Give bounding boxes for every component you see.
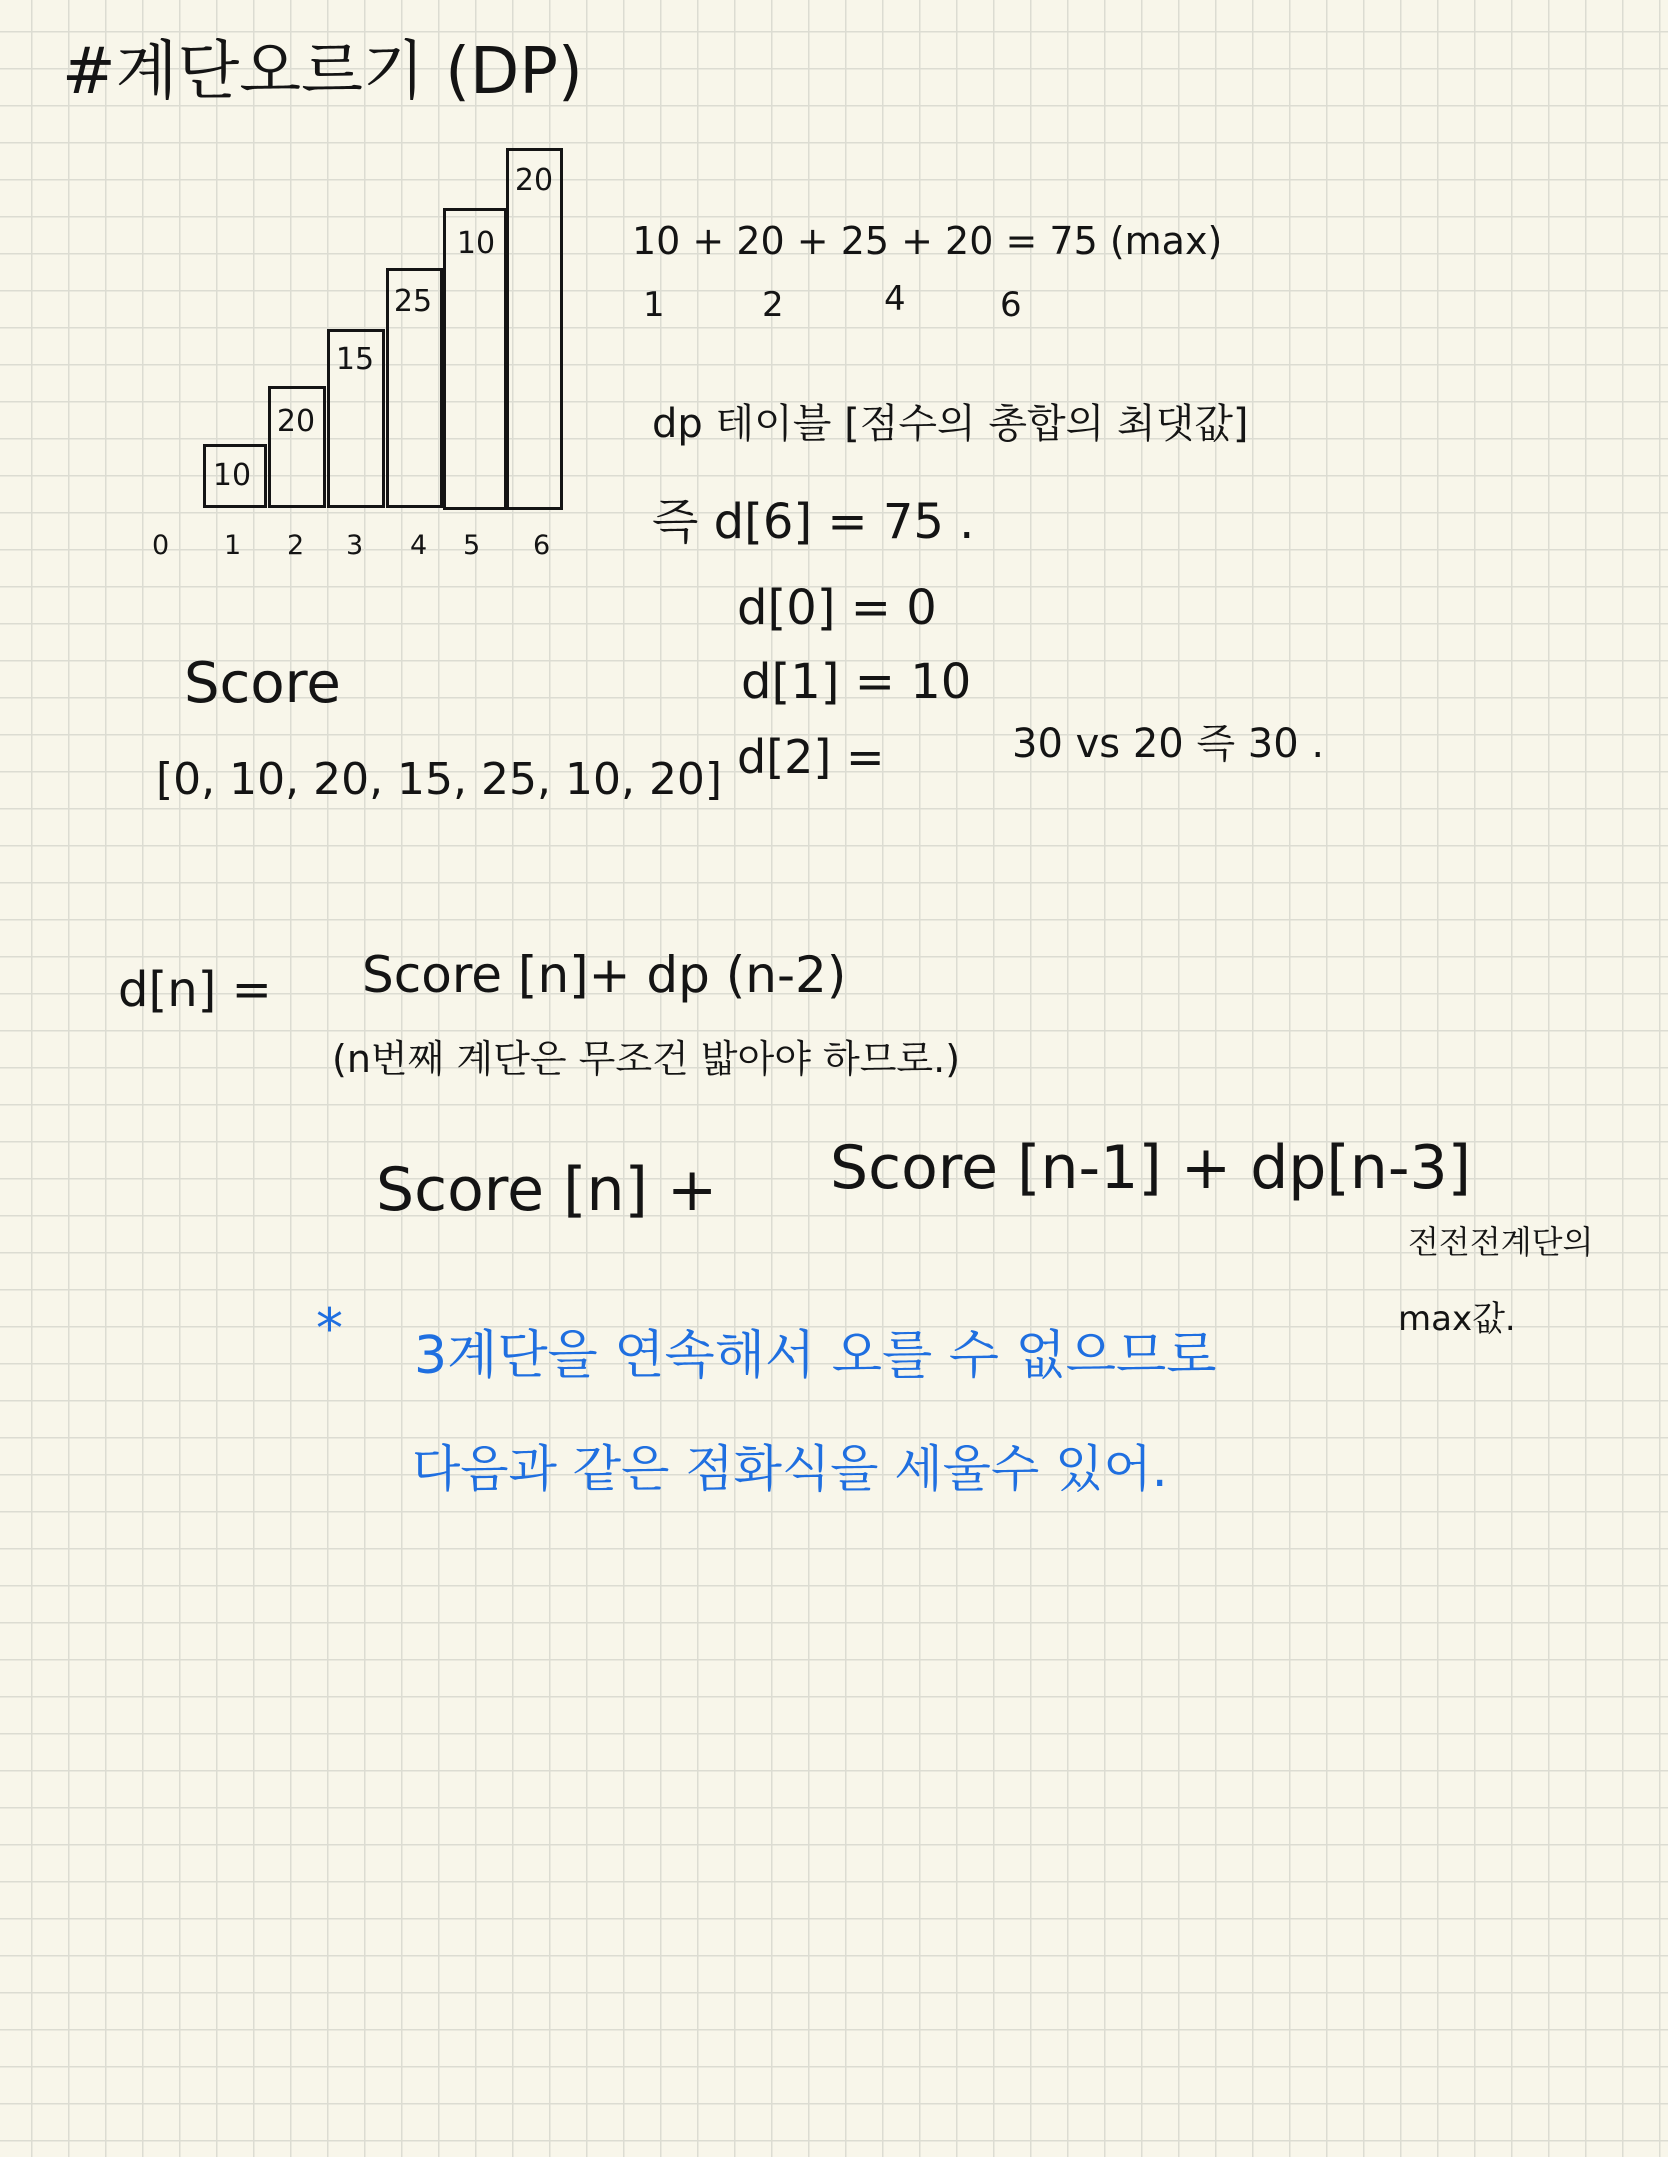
score-label: Score (184, 651, 341, 716)
max-path-step-4: 6 (1000, 285, 1022, 325)
stair-6 (506, 148, 563, 510)
axis-label-6: 6 (533, 530, 551, 561)
dp-d6: 즉 d[6] = 75 . (652, 494, 975, 550)
recurrence-case-2-note-1: 전전전계단의 (1408, 1223, 1594, 1261)
recurrence-case-1: Score [n]+ dp (n-2) (362, 946, 847, 1004)
max-path-step-2: 2 (762, 285, 784, 325)
dp-d2-lhs: d[2] = (737, 730, 885, 784)
axis-label-4: 4 (410, 530, 428, 561)
recurrence-case-2-b: Score [n-1] + dp[n-3] (830, 1133, 1472, 1203)
axis-label-1: 1 (224, 530, 242, 561)
stair-score-4: 25 (393, 284, 433, 319)
score-array: [0, 10, 20, 15, 25, 10, 20] (156, 754, 723, 805)
blue-note-line-1: 3계단을 연속해서 오를 수 없으므로 (414, 1326, 1217, 1386)
stair-score-3: 15 (335, 342, 375, 377)
axis-label-0: 0 (152, 530, 170, 561)
blue-note-star: * (316, 1297, 343, 1360)
max-path-step-3: 4 (884, 279, 906, 319)
recurrence-case-2-a: Score [n] + (376, 1155, 718, 1225)
max-path-sum: 10 + 20 + 25 + 20 = 75 (max) (632, 219, 1223, 263)
stair-score-5: 10 (456, 226, 496, 261)
dp-d0: d[0] = 0 (737, 580, 937, 636)
max-path-step-1: 1 (643, 285, 665, 325)
page-title: #계단오르기 (DP) (62, 35, 583, 109)
dp-d1: d[1] = 10 (741, 654, 972, 710)
recurrence-case-1-note: (n번째 계단은 무조건 밟아야 하므로.) (332, 1037, 961, 1081)
axis-label-2: 2 (287, 530, 305, 561)
recurrence-case-2-note-2: max값. (1398, 1299, 1516, 1339)
stair-score-2: 20 (276, 404, 316, 439)
axis-label-3: 3 (346, 530, 364, 561)
recurrence-lhs: d[n] = (118, 962, 272, 1018)
stair-score-1: 10 (212, 458, 252, 493)
stair-score-6: 20 (514, 163, 554, 198)
dp-table-heading: dp 테이블 [점수의 총합의 최댓값] (652, 401, 1249, 447)
dp-d2-rhs: 30 vs 20 즉 30 . (1012, 721, 1325, 767)
axis-label-5: 5 (463, 530, 481, 561)
blue-note-line-2: 다음과 같은 점화식을 세울수 있어. (412, 1440, 1168, 1498)
